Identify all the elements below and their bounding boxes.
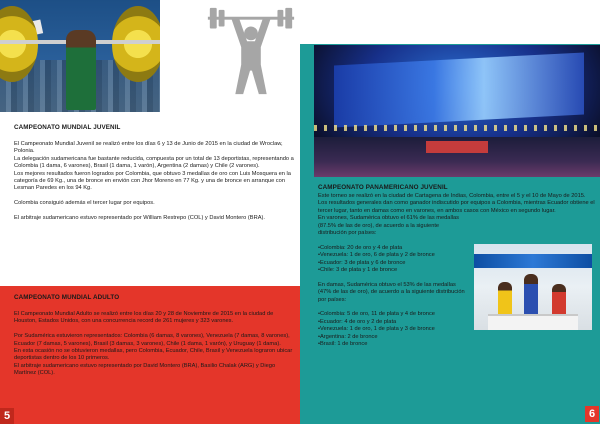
list-item: •Argentina: 2 de bronce bbox=[318, 333, 378, 340]
paragraph: En esta ocasión no se obtuvieron medallas, pero Colombia, Ecuador, Chile, Brasil y Venezuela lograron ubicar deportistas dentro de los 10 primeros. bbox=[14, 348, 293, 362]
paragraph: En varones, Sudamérica obtuvo el 61% de las medallas (87.5% de las de oro), de acuerdo a la siguiente distribución por países: bbox=[318, 215, 460, 237]
page-number: 5 bbox=[0, 408, 14, 424]
list-item: •Ecuador: 4 de oro y 2 de plata bbox=[318, 318, 397, 325]
competition-stage-photo bbox=[314, 45, 600, 177]
list-item: •Colombia: 5 de oro, 11 de plata y 4 de bronce bbox=[318, 311, 435, 318]
paragraph: Este torneo se realizó en la ciudad de Cartagena de Indias, Colombia, entre el 5 y el 10 de Mayo de 2015. bbox=[318, 193, 586, 199]
paragraph: La delegación sudamericana fue bastante reducida, compuesta por un total de 13 deportistas, representando a Colombia (1 dama, 6 varones), Brasil (1 dama, 1 varón), Argentina (2 damas) y Chile (2 varones). bbox=[14, 155, 294, 170]
section-heading: CAMPEONATO PANAMERICANO JUVENIL bbox=[318, 184, 448, 191]
list-item: •Colombia: 20 de oro y 4 de plata bbox=[318, 244, 403, 251]
paragraph: Los resultados generales dan como ganador indiscutido por equipos a Colombia, mientras Ecuador obtiene el tercer lugar, tanto en damas como en varones, en ambos casos con México en segundo lugar. bbox=[318, 200, 595, 214]
paragraph: El Campeonato Mundial Juvenil se realizó entre los días 6 y 13 de Junio de 2015 en la ciudad de Wroclaw, Polonia. bbox=[14, 141, 283, 155]
podium-photo bbox=[474, 244, 592, 330]
paragraph: Por Sudamérica estuvieron representados: Colombia (6 damas, 8 varones), Venezuela (7 damas, 8 varones), Ecuador (7 damas, 5 varones), Brasil (3 damas, 3 varones), Chile (1 dama, 1 varón), y Uruguay (1 dama). bbox=[14, 333, 290, 347]
varones-medal-list bbox=[318, 245, 468, 275]
section-mundial-juvenil bbox=[14, 124, 294, 222]
weightlifter-photo bbox=[0, 0, 160, 112]
left-column bbox=[318, 215, 468, 348]
paragraph: Los mejores resultados fueron logrados por Colombia, que obtuvo 3 medallas de oro con Luis Mosquera en la categoría de 69 Kg., una de bronce en envión con Jhor Moreno en 77 Kg. y una de bronce en arranque con Lesman Paredes en los 94 Kg. bbox=[14, 170, 291, 192]
right-page bbox=[300, 0, 600, 424]
damas-medal-list bbox=[318, 311, 468, 348]
list-item: •Chile: 3 de plata y 1 de bronce bbox=[318, 267, 398, 274]
section-heading: CAMPEONATO MUNDIAL JUVENIL bbox=[14, 124, 121, 131]
paragraph: El arbitraje sudamericano estuvo representado por David Montero (BRA), Basilio Chalak (ARG) y Diego Martínez (COL). bbox=[14, 362, 276, 377]
weightlifter-silhouette-icon bbox=[202, 4, 300, 102]
paragraph: En damas, Sudamérica obtuvo el 53% de las medallas (47% de las de oro), de acuerdo a la siguiente distribución por países: bbox=[318, 281, 465, 303]
section-mundial-adulto bbox=[14, 294, 296, 378]
paragraph: Colombia consiguió además el tercer lugar por equipos. bbox=[14, 200, 155, 207]
paragraph: El Campeonato Mundial Adulto se realizó entre los días 20 y 28 de Noviembre de 2015 en la ciudad de Houston, Estados Unidos, con una concurrencia record de 261 mujeres y 323 varones. bbox=[14, 311, 274, 325]
list-item: •Ecuador: 3 de plata y 6 de bronce bbox=[318, 259, 406, 266]
paragraph: El arbitraje sudamericano estuvo representado por William Restrepo (COL) y David Montero (BRA). bbox=[14, 215, 265, 222]
list-item: •Venezuela: 1 de oro, 6 de plata y 2 de bronce bbox=[318, 252, 435, 259]
page-number: 6 bbox=[585, 406, 599, 422]
section-heading: CAMPEONATO MUNDIAL ADULTO bbox=[14, 294, 120, 301]
list-item: •Brasil: 1 de bronce bbox=[318, 341, 368, 348]
list-item: •Venezuela: 1 de oro, 1 de plata y 3 de bronce bbox=[318, 326, 435, 333]
